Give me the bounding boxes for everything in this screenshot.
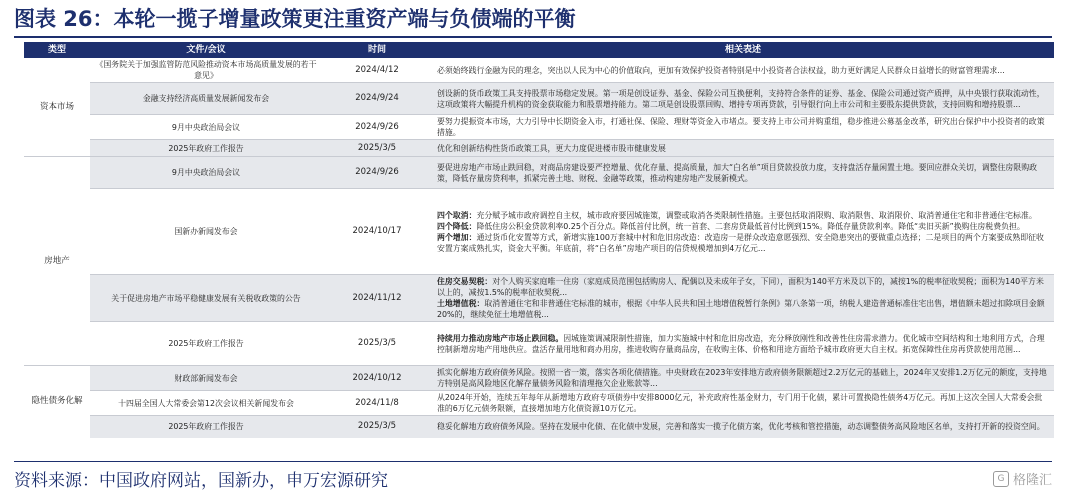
statement-heading: 持续用力推动房地产市场止跌回稳。	[437, 333, 564, 343]
header-statement: 相关表述	[432, 42, 1054, 58]
header-type: 类型	[24, 42, 90, 58]
statement-text: 优化和创新结构性货币政策工具，更大力度促进楼市股市健康发展	[437, 143, 666, 153]
statement-paragraph	[437, 221, 1049, 232]
logo-icon: G	[993, 471, 1009, 487]
title-rule	[14, 36, 1052, 38]
document-cell: 财政部新闻发布会	[90, 366, 322, 391]
statement-text: 充分赋予城市政府调控自主权，城市政府要因城施策，调整或取消各类限制性措施。主要包括取消限购、取消限售、取消限价、取消普通住宅和非普通住宅标准。	[476, 210, 1037, 220]
statement-text: 创设新的货币政策工具支持股票市场稳定发展。第一项是创设证券、基金、保险公司互换便利，支持符合条件的证券、基金、保险公司通过资产质押，从中央银行获取流动性，这项政策将大幅提升机构的资金获取能力和股票增持能力。第二项是创设股票回购、增持专项再贷款，引导银行向上市公司和主要股东提供贷款，支持回购和增持股票...	[437, 88, 1045, 109]
statement-text: 要努力提振资本市场，大力引导中长期资金入市，打通社保、保险、理财等资金入市堵点。要支持上市公司并购重组，稳步推进公募基金改革，研究出台保护中小投资者的政策措施。	[437, 117, 1045, 137]
date-cell: 2024/10/17	[322, 189, 432, 275]
document-cell: 十四届全国人大常委会第12次会议相关新闻发布会	[90, 391, 322, 416]
date-cell: 2025/3/5	[322, 322, 432, 366]
statement-paragraph	[437, 143, 1049, 154]
logo-text: 格隆汇	[1012, 473, 1052, 488]
statement-text: 因城施策调减限制性措施，加力实施城中村和危旧房改造，充分释放刚性和改善性住房需求潜力。优化城市空间结构和土地利用方式，合理控制新增房地产用地供应。盘活存量用地和商办用房，推进收购存量商品房，在收购主体、价格和用途方面给予城市政府更大自主权。拓宽保障性住房再贷款使用范围...	[437, 333, 1045, 354]
statement-cell	[432, 416, 1054, 438]
statement-text: 抓实化解地方政府债务风险。按照一省一策，落实各项化债措施。中央财政在2023年安排地方政府债务限额超过2.2万亿元的基础上，2024年又安排1.2万亿元的额度，支持地方特别是高风险地区化解存量债务风险和清理拖欠企业账款等...	[437, 368, 1047, 388]
table-row	[24, 391, 1054, 416]
statement-text: 对个人购买家庭唯一住房（家庭成员范围包括购房人、配偶以及未成年子女，下同），面积为140平方米及以下的，减按1%的税率征收契税；面积为140平方米以上的，减按1.5%的税率征收契税...	[437, 277, 1044, 297]
date-cell: 2024/11/8	[322, 391, 432, 416]
document-cell: 《国务院关于加强监管防范风险推动资本市场高质量发展的若干意见》	[95, 60, 317, 80]
table-row	[24, 416, 1054, 438]
statement-paragraph	[437, 298, 1049, 320]
statement-paragraph	[437, 88, 1049, 110]
source-note: 资料来源：中国政府网站，国新办，申万宏源研究	[14, 471, 388, 491]
statement-paragraph	[437, 232, 1049, 254]
statement-cell	[432, 58, 1054, 83]
statement-text: 降低住房公积金贷款利率0.25个百分点。降低首付比例，统一首套、二套房贷最低首付比例到15%。降低存量贷款利率。降低“卖旧买新”换购住房税费负担。	[476, 221, 1025, 231]
statement-heading: 四个取消：	[437, 210, 477, 220]
figure-title: 图表 26：本轮一揽子增量政策更注重资产端与负债端的平衡	[14, 7, 576, 31]
date-cell: 2024/9/24	[322, 83, 432, 115]
category-cell: 房地产	[24, 157, 90, 366]
document-cell: 9月中央政治局会议	[90, 157, 322, 189]
statement-heading: 四个降低：	[437, 221, 477, 231]
statement-text: 通过货币化安置等方式，新增实施100万套城中村和危旧房改造：改造房一是群众改造意愿强烈、安全隐患突出的要做重点选择；二是项目的两个方案要成熟即征收安置方案成熟扎实，资金大平衡。年底前，将“白名单”房地产项目的信贷规模增加到4万亿元...	[437, 232, 1044, 253]
table-row	[24, 322, 1054, 366]
statement-paragraph	[437, 333, 1049, 355]
date-cell: 2024/4/12	[355, 64, 399, 75]
document-cell: 国新办新闻发布会	[90, 189, 322, 275]
statement-cell	[432, 391, 1054, 416]
statement-heading: 土地增值税：	[437, 299, 485, 308]
statement-heading: 两个增加：	[437, 232, 477, 242]
statement-paragraph	[437, 367, 1049, 389]
document-cell: 关于促进房地产市场平稳健康发展有关税收政策的公告	[90, 275, 322, 322]
footer-rule	[14, 461, 1052, 462]
statement-cell	[432, 140, 1054, 157]
statement-paragraph	[437, 392, 1049, 414]
header-document: 文件/会议	[90, 42, 322, 58]
statement-cell	[432, 189, 1054, 275]
category-cell: 隐性债务化解	[24, 366, 90, 438]
category-cell: 资本市场	[24, 58, 90, 157]
statement-heading: 住房交易契税：	[437, 277, 493, 286]
table-row	[24, 189, 1054, 275]
table-row	[24, 157, 1054, 189]
statement-cell	[432, 366, 1054, 391]
document-cell: 2025年政府工作报告	[90, 416, 322, 438]
statement-paragraph	[437, 276, 1049, 298]
statement-text: 必须始终践行金融为民的理念，突出以人民为中心的价值取向，更加有效保护投资者特别是中小投资者合法权益，助力更好满足人民群众日益增长的财富管理需求...	[437, 65, 1005, 75]
date-cell: 2024/9/26	[322, 157, 432, 189]
statement-text: 要促进房地产市场止跌回稳，对商品房建设要严控增量、优化存量、提高质量，加大“白名单”项目贷款投放力度，支持盘活存量闲置土地。要回应群众关切，调整住房限购政策，降低存量房贷利率，抓紧完善土地、财税、金融等政策，推动构建房地产发展新模式。	[437, 162, 1037, 183]
policy-table	[24, 42, 1054, 438]
statement-cell	[432, 157, 1054, 189]
statement-paragraph	[437, 65, 1049, 76]
statement-cell	[432, 83, 1054, 115]
document-cell: 9月中央政治局会议	[90, 115, 322, 140]
statement-cell	[432, 275, 1054, 322]
date-cell: 2024/10/12	[322, 366, 432, 391]
table-header-row	[24, 42, 1054, 58]
document-cell: 2025年政府工作报告	[90, 140, 322, 157]
statement-paragraph	[437, 210, 1049, 221]
statement-paragraph	[437, 421, 1049, 432]
statement-text: 取消普通住宅和非普通住宅标准的城市，根据《中华人民共和国土地增值税暂行条例》第八条第一项，纳税人建造普通标准住宅出售，增值额未超过扣除项目金额20%的，继续免征土地增值税...	[437, 299, 1045, 319]
statement-text: 从2024年开始，连续五年每年从新增地方政府专项债券中安排8000亿元，补充政府性基金财力，专门用于化债，累计可置换隐性债务4万亿元。再加上这次全国人大常委会批准的6万亿元债务限额，直接增加地方化债资源10万亿元。	[437, 393, 1043, 413]
header-date: 时间	[322, 42, 432, 58]
watermark-logo	[993, 469, 1052, 488]
document-cell: 2025年政府工作报告	[90, 322, 322, 366]
table-row	[24, 366, 1054, 391]
statement-paragraph	[437, 116, 1049, 138]
table-row	[24, 58, 1054, 83]
document-cell: 金融支持经济高质量发展新闻发布会	[90, 83, 322, 115]
statement-cell	[432, 115, 1054, 140]
date-cell: 2025/3/5	[322, 416, 432, 438]
date-cell: 2024/11/12	[322, 275, 432, 322]
table-row	[24, 275, 1054, 322]
statement-paragraph	[437, 162, 1049, 184]
table-row	[24, 140, 1054, 157]
table-row	[24, 83, 1054, 115]
date-cell: 2025/3/5	[322, 140, 432, 157]
table-row	[24, 115, 1054, 140]
date-cell: 2024/9/26	[322, 115, 432, 140]
statement-cell	[432, 322, 1054, 366]
statement-text: 稳妥化解地方政府债务风险。坚持在发展中化债、在化债中发展，完善和落实一揽子化债方案，优化考核和管控措施，动态调整债务高风险地区名单，支持打开新的投资空间。	[437, 422, 1045, 432]
